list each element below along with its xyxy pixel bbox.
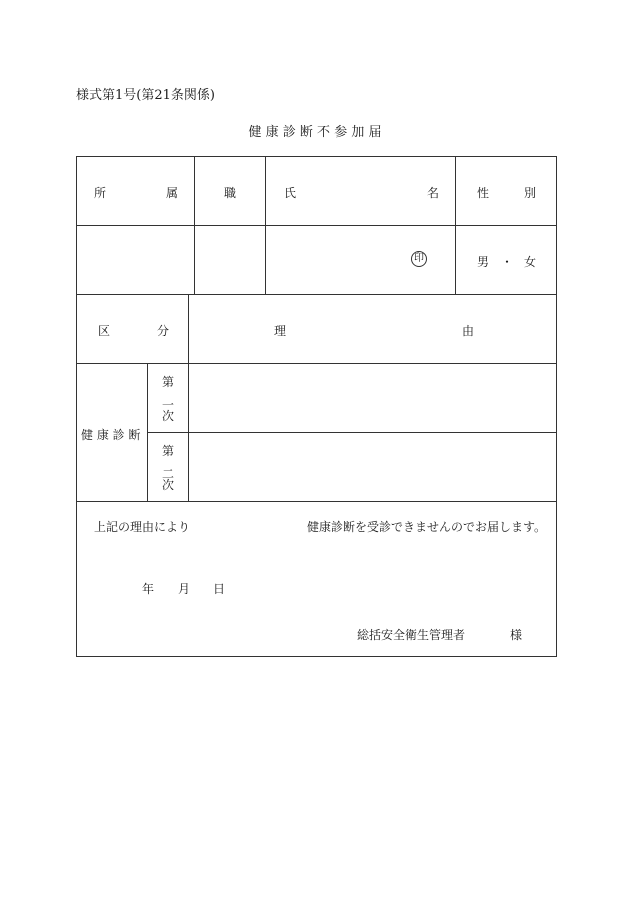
affiliation-field[interactable] — [78, 227, 193, 293]
table-border-bottom — [76, 656, 557, 657]
first-checkup-char: 次 — [161, 409, 174, 423]
affiliation-header-right: 属 — [166, 186, 179, 200]
table-divider — [76, 363, 557, 364]
form-number: 様式第1号(第21条関係) — [76, 88, 215, 103]
reason-header-left: 理 — [274, 324, 287, 338]
table-divider — [455, 156, 456, 294]
reason-header-right: 由 — [462, 324, 475, 338]
statement-right: 健康診断を受診できませんのでお届します。 — [307, 520, 547, 534]
statement-left: 上記の理由により — [94, 520, 191, 534]
second-checkup-char: 二 — [161, 467, 174, 481]
job-field[interactable] — [196, 227, 264, 293]
name-field[interactable] — [267, 227, 402, 293]
first-checkup-char: 一 — [161, 398, 174, 412]
gender-header-right: 別 — [524, 186, 537, 200]
gender-header-left: 性 — [477, 186, 490, 200]
honorific: 様 — [510, 628, 523, 642]
table-border-top — [76, 156, 557, 157]
page-title: 健 康 診 断 不 参 加 届 — [248, 125, 382, 140]
table-divider — [147, 432, 557, 433]
checkup-label: 健 康 診 断 — [81, 428, 141, 442]
category-header-left: 区 — [98, 324, 111, 338]
table-divider — [76, 225, 557, 226]
second-checkup-reason-field[interactable] — [190, 434, 555, 500]
gender-option-female[interactable]: 女 — [524, 255, 537, 269]
category-header-right: 分 — [157, 324, 170, 338]
table-divider — [76, 501, 557, 502]
second-checkup-char: 第 — [161, 444, 174, 458]
first-checkup-char: 第 — [161, 375, 174, 389]
table-divider — [76, 294, 557, 295]
job-header: 職 — [224, 186, 237, 200]
first-checkup-reason-field[interactable] — [190, 365, 555, 431]
gender-option-male[interactable]: 男 — [477, 255, 490, 269]
date-day-label: 日 — [213, 582, 226, 596]
date-year-label: 年 — [142, 582, 155, 596]
table-border-right — [556, 156, 557, 657]
date-month-label: 月 — [178, 582, 191, 596]
gender-separator: ・ — [501, 255, 514, 269]
table-divider — [265, 156, 266, 294]
table-divider — [194, 156, 195, 294]
addressee: 総括安全衛生管理者 — [357, 628, 466, 642]
second-checkup-char: 次 — [161, 478, 174, 492]
name-header-left: 氏 — [284, 186, 297, 200]
seal-mark: 印 — [411, 251, 427, 267]
table-divider — [188, 294, 189, 501]
affiliation-header-left: 所 — [94, 186, 107, 200]
table-border-left — [76, 156, 77, 657]
name-header-right: 名 — [427, 186, 440, 200]
